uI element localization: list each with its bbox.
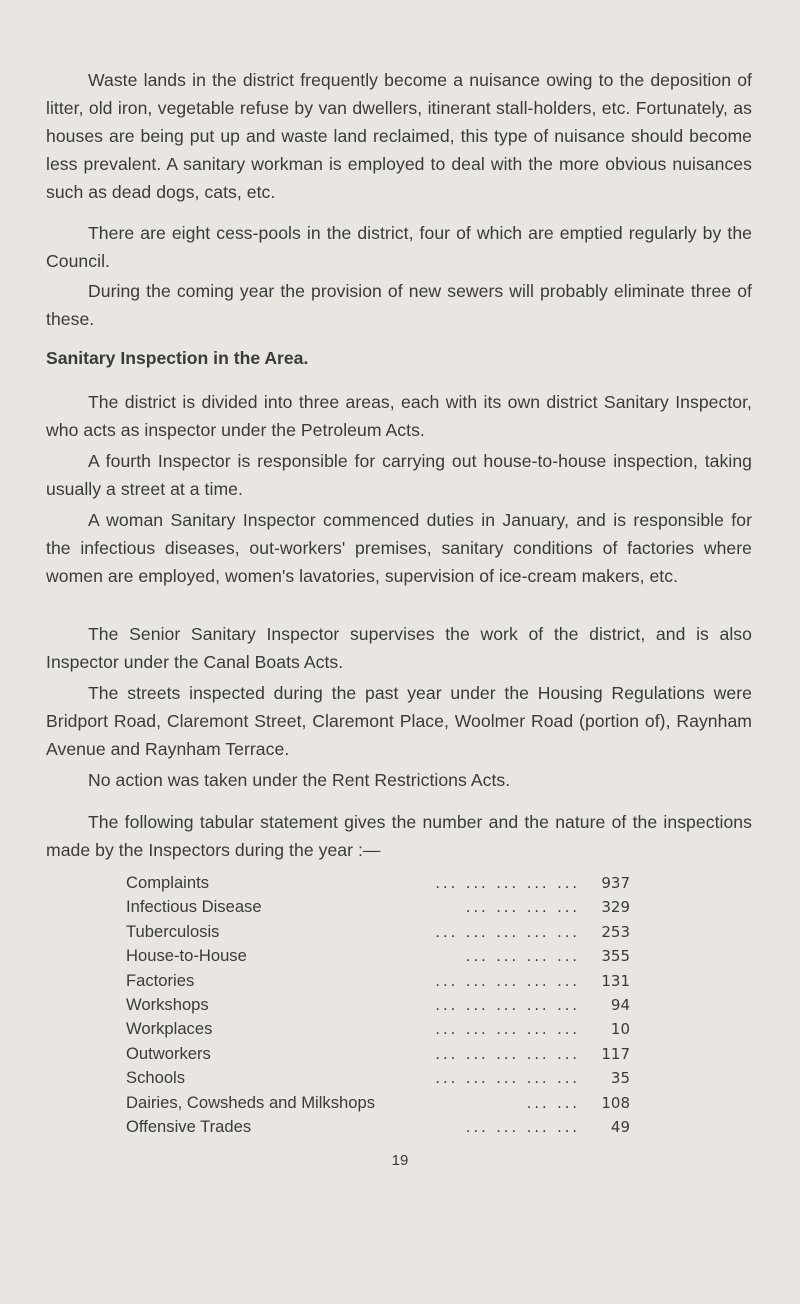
paragraph-cess-pools: There are eight cess-pools in the district, four of which are emptied regularly by the Council. (46, 223, 752, 271)
leader-dots: ... ... ... ... (465, 946, 580, 966)
row-value: 937 (601, 874, 630, 892)
paragraph-woman-inspector: A woman Sanitary Inspector commenced duties in January, and is responsible for the infectious diseases, out-workers' premises, sanitary conditions of factories where women are employed, women's lavatories, supervision of ice-cream makers, etc. (46, 510, 752, 586)
row-value: 108 (601, 1093, 630, 1112)
paragraph-fourth-inspector: A fourth Inspector is responsible for carrying out house-to-house inspection, taking usually a street at a time. (46, 451, 752, 499)
row-value: 117 (601, 1044, 630, 1063)
leader-dots: ... ... (526, 1092, 580, 1112)
row-value: 49 (610, 1117, 630, 1136)
table-row (126, 871, 632, 895)
paragraph-tabular-statement: The following tabular statement gives the number and the nature of the inspections made by the Inspectors during the year :— (46, 812, 752, 860)
row-value: 94 (610, 995, 630, 1014)
leader-dots: ... ... ... ... ... (435, 1043, 580, 1063)
table-row (126, 1017, 632, 1041)
page-number: 19 (391, 1152, 409, 1169)
paragraph-senior-inspector: The Senior Sanitary Inspector supervises the work of the district, and is also Inspector under the Canal Boats Acts. (46, 624, 752, 672)
row-label: Workshops (126, 994, 209, 1014)
row-label: Complaints (126, 873, 210, 892)
row-value: 131 (601, 971, 630, 990)
row-label: Workplaces (126, 1019, 213, 1039)
table-row (126, 895, 632, 919)
table-row (126, 969, 632, 993)
row-label: Factories (126, 970, 195, 990)
row-label: Offensive Trades (126, 1116, 252, 1136)
row-value: 10 (610, 1020, 630, 1039)
inspections-table (126, 871, 632, 1139)
leader-dots: ... ... ... ... ... (435, 1068, 580, 1088)
row-value: 35 (610, 1069, 630, 1088)
paragraph-waste-lands: Waste lands in the district frequently become a nuisance owing to the deposition of litter, old iron, vegetable refuse by van dwellers, itinerant stall-holders, etc. Fortunately, as houses are being put up and waste land reclaimed, this type of nuisance should become less prevalent. A sanitary workman is employed to deal with the more obvious nuisances such as dead dogs, cats, etc. (46, 70, 752, 202)
leader-dots: ... ... ... ... ... (435, 994, 580, 1014)
paragraph-rent-restrictions: No action was taken under the Rent Restrictions Acts. (88, 770, 511, 790)
row-label: Tuberculosis (126, 921, 220, 941)
section-heading: Sanitary Inspection in the Area. (46, 348, 309, 368)
leader-dots: ... ... ... ... ... (435, 921, 580, 941)
table-row (126, 1115, 632, 1139)
table-row (126, 993, 632, 1017)
row-value: 329 (601, 898, 630, 917)
table-row (126, 1042, 632, 1066)
row-label: Schools (126, 1068, 186, 1088)
leader-dots: ... ... ... ... ... (435, 1019, 580, 1039)
table-row (126, 1091, 632, 1115)
paragraph-streets-inspected: The streets inspected during the past year under the Housing Regulations were Bridport Road, Claremont Street, Claremont Place, Woolmer Road (portion of), Raynham Avenue and Raynham Terrace. (46, 683, 752, 759)
table-row (126, 920, 632, 944)
row-label: Outworkers (126, 1043, 211, 1063)
leader-dots: ... ... ... ... (465, 897, 580, 917)
row-label: Infectious Disease (126, 897, 262, 917)
paragraph-district-areas: The district is divided into three areas, each with its own district Sanitary Inspector, who acts as inspector under the Petroleum Acts. (46, 392, 752, 440)
table-row (126, 944, 632, 968)
leader-dots: ... ... ... ... (465, 1116, 580, 1136)
row-value: 253 (601, 922, 630, 941)
leader-dots: ... ... ... ... ... (435, 873, 580, 892)
row-label: House-to-House (126, 946, 247, 966)
paragraph-new-sewers: During the coming year the provision of new sewers will probably eliminate three of these. (46, 281, 752, 329)
table-row (126, 1066, 632, 1090)
row-label: Dairies, Cowsheds and Milkshops (126, 1092, 376, 1112)
row-value: 355 (601, 947, 630, 966)
leader-dots: ... ... ... ... ... (435, 970, 580, 990)
